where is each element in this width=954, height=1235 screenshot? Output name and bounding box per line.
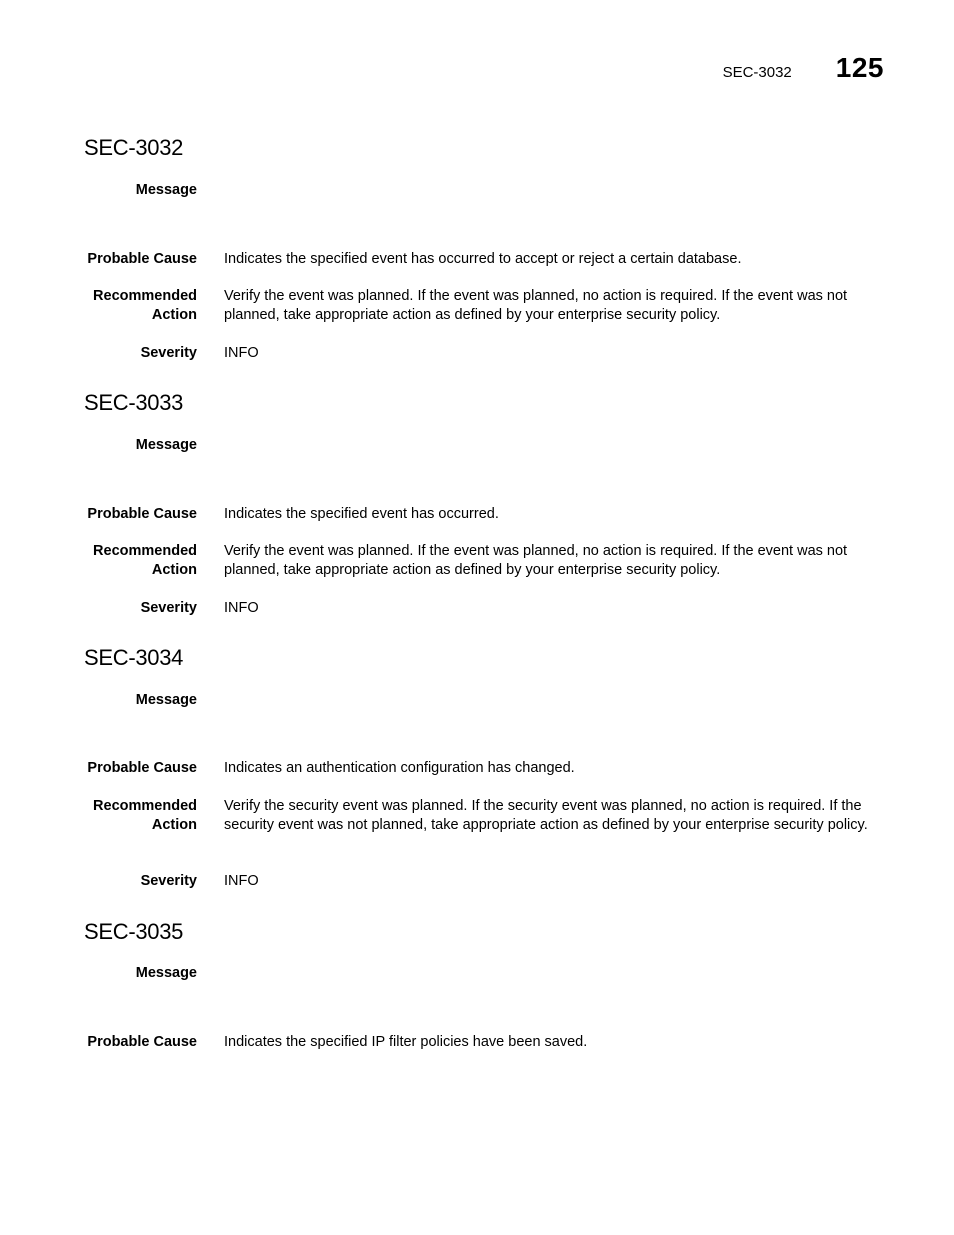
recommended-action-label bbox=[57, 542, 197, 580]
section-title: SEC-3033 bbox=[84, 390, 184, 415]
message-label: Message bbox=[135, 965, 197, 981]
probable-cause-text: Indicates the specified IP filter policies have been saved. bbox=[224, 1034, 588, 1050]
recommended-action-label bbox=[57, 797, 197, 835]
recommended-label-line-1: Recommended bbox=[93, 543, 197, 559]
message-label: Message bbox=[135, 692, 197, 708]
running-title: SEC-3032 bbox=[722, 64, 792, 81]
recommended-action-label bbox=[57, 287, 197, 325]
severity-label: Severity bbox=[140, 345, 197, 361]
recommended-label-line-1: Recommended bbox=[93, 798, 197, 814]
recommended-action-text: Verify the event was planned. If the event was planned, no action is required. If the event was not planned, take appropriate action as defined by your enterprise security policy. bbox=[224, 288, 848, 323]
recommended-action-text: Verify the event was planned. If the event was planned, no action is required. If the event was not planned, take appropriate action as defined by your enterprise security policy. bbox=[224, 543, 848, 578]
probable-cause-text: Indicates the specified event has occurred. bbox=[224, 506, 499, 522]
severity-label: Severity bbox=[140, 600, 197, 616]
section-title: SEC-3035 bbox=[84, 919, 184, 944]
message-label: Message bbox=[135, 437, 197, 453]
probable-cause-label: Probable Cause bbox=[87, 251, 197, 267]
probable-cause-label: Probable Cause bbox=[87, 1034, 197, 1050]
recommended-label-line-2: Action bbox=[151, 817, 197, 833]
message-label: Message bbox=[135, 182, 197, 198]
section-title: SEC-3032 bbox=[84, 135, 184, 160]
recommended-label-line-2: Action bbox=[151, 562, 197, 578]
recommended-label-line-1: Recommended bbox=[93, 288, 197, 304]
probable-cause-label: Probable Cause bbox=[87, 760, 197, 776]
page-header bbox=[723, 52, 884, 84]
probable-cause-text: Indicates an authentication configuration has changed. bbox=[224, 760, 575, 776]
severity-value: INFO bbox=[224, 345, 259, 361]
probable-cause-label: Probable Cause bbox=[87, 506, 197, 522]
probable-cause-text: Indicates the specified event has occurred to accept or reject a certain database. bbox=[224, 251, 742, 267]
page-number: 125 bbox=[835, 52, 884, 83]
recommended-label-line-2: Action bbox=[151, 307, 197, 323]
severity-label: Severity bbox=[140, 873, 197, 889]
severity-value: INFO bbox=[224, 873, 259, 889]
section-title: SEC-3034 bbox=[84, 645, 184, 670]
recommended-action-text: Verify the security event was planned. If the security event was planned, no action is required. If the security event was not planned, take appropriate action as defined by your enterprise security policy. bbox=[224, 798, 868, 833]
severity-value: INFO bbox=[224, 600, 259, 616]
